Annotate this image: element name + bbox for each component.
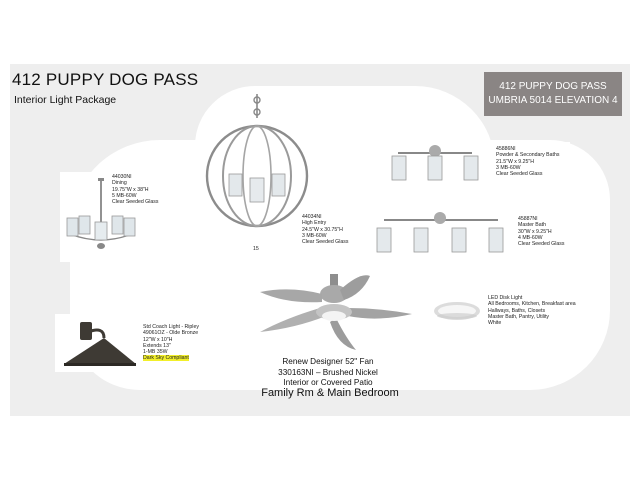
disk-locations-1: All Bedrooms, Kitchen, Breakfast area (488, 301, 576, 308)
coach-bulbs: 1-MB 35W (143, 349, 168, 356)
page-subtitle: Interior Light Package (14, 94, 117, 106)
page-title: 412 PUPPY DOG PASS (12, 70, 199, 89)
master-bath-bulbs: 4 MB-60W (518, 234, 543, 241)
coach-extends: Extends 13" (143, 342, 171, 349)
dining-spec (112, 174, 158, 205)
fan-name: Renew Designer 52" Fan (282, 357, 374, 366)
entry-glass: Clear Seeded Glass (302, 239, 349, 246)
disk-finish: White (488, 320, 502, 327)
entry-size: 24.5"W x 30.75"H (302, 226, 343, 233)
led-disk-light-image (432, 300, 482, 324)
disk-locations-3: Master Bath, Pantry, Utility (488, 313, 550, 320)
disk-spec (488, 295, 576, 326)
coach-size: 12"W x 10"H (143, 336, 173, 343)
powder-glass: Clear Seeded Glass (496, 171, 543, 178)
master-bath-glass: Clear Seeded Glass (518, 241, 565, 248)
fan-caption (268, 357, 388, 389)
fan-usage: Interior or Covered Patio (283, 378, 373, 387)
dark-sky-badge: Dark Sky Compliant (143, 355, 189, 362)
master-bath-location: Master Bath (518, 222, 546, 229)
entry-spec (302, 214, 348, 245)
entry-image-mark: 15 (253, 246, 259, 252)
disk-locations-2: Hallways, Baths, Closets (488, 307, 546, 314)
master-bath-size: 30"W x 9.25"H (518, 228, 552, 235)
entry-model: 44034NI (302, 214, 322, 220)
badge-line-2: UMBRIA 5014 ELEVATION 4 (488, 95, 618, 106)
coach-light-image (58, 318, 138, 370)
entry-location: High Entry (302, 220, 327, 227)
powder-vanity-image (388, 143, 488, 183)
powder-location: Powder & Secondary Baths (496, 152, 560, 159)
entry-orb-chandelier-image (200, 92, 310, 242)
entry-bulbs: 3 MB-60W (302, 232, 327, 239)
ceiling-fan-image (256, 272, 416, 354)
fan-model: 330163NI – Brushed Nickel (278, 367, 378, 377)
powder-model: 45886NI (496, 146, 516, 152)
coach-spec (143, 324, 199, 362)
dining-size: 19.75"W x 38"H (112, 186, 149, 193)
powder-size: 21.5"W x 9.25"H (496, 158, 534, 165)
dining-model: 44030NI (112, 174, 132, 180)
master-bath-spec (518, 216, 564, 247)
powder-bulbs: 3 MB-60W (496, 164, 521, 171)
fan-location: Family Rm & Main Bedroom (261, 387, 399, 399)
master-bath-model: 45887NI (518, 216, 538, 222)
disk-name: LED Disk Light (488, 295, 523, 301)
dining-bulbs: 5 MB-60W (112, 192, 137, 199)
dining-location: Dining (112, 180, 127, 187)
coach-finish: 49061OZ - Olde Bronze (143, 330, 199, 337)
badge-line-1: 412 PUPPY DOG PASS (499, 81, 607, 92)
master-bath-vanity-image (374, 212, 510, 256)
dining-glass: Clear Seeded Glass (112, 199, 159, 206)
coach-model: Std Coach Light - Ripley (143, 324, 199, 330)
project-badge (484, 72, 622, 116)
powder-spec (496, 146, 559, 177)
